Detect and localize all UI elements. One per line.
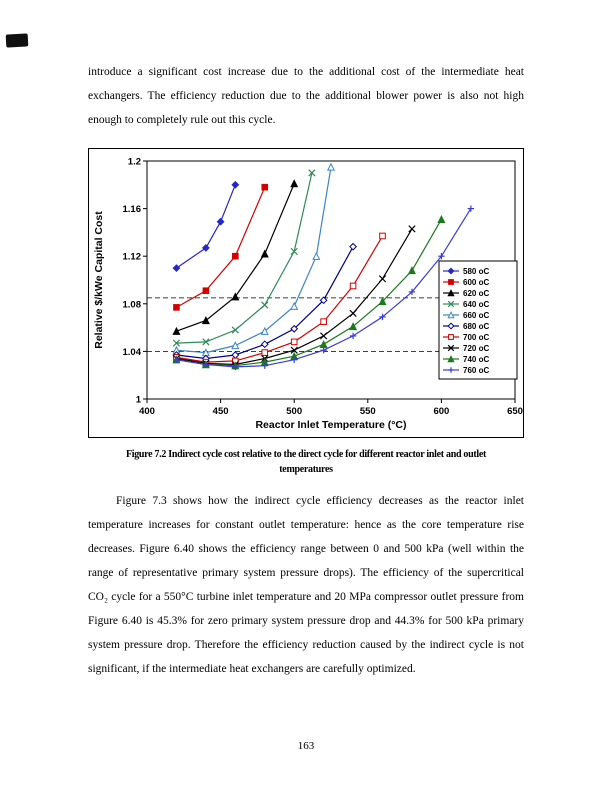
legend-label: 760 oC [463,366,490,375]
x-tick-label: 500 [286,406,303,417]
series-640-oC [173,170,315,347]
legend [439,261,517,379]
figure-caption-line1: Figure 7.2 Indirect cycle cost relative to the direct cycle for different reactor inlet and outlet [125,449,487,460]
series-580-oC [173,182,238,272]
series-660-oC [173,164,334,356]
x-tick-label: 550 [359,406,376,417]
figure-caption-line2: temperatures [279,464,333,475]
page-number: 163 [297,740,315,752]
figure-7-2 [88,148,524,438]
paragraph-intro: introduce a significant cost increase due to the additional cost of the intermediate heat exchangers. The efficiency reduction due to the additional blower power is also not high enough to completely rule out this cycle. [88,66,524,126]
x-tick-label: 600 [433,406,450,417]
y-tick-label: 1.16 [122,204,141,216]
y-tick-label: 1.2 [127,156,141,168]
legend-label: 680 oC [463,322,490,331]
y-tick-label: 1.12 [122,251,141,263]
series-600-oC [174,184,268,310]
series-740-oC [173,216,444,369]
x-tick-label: 650 [507,406,523,417]
legend-label: 620 oC [463,289,490,298]
cost-vs-inlet-temp-chart [89,149,523,437]
scan-artifact [6,33,29,47]
x-tick-label: 450 [212,406,229,417]
y-tick-label: 1.04 [122,346,141,358]
series-720-oC [173,226,415,368]
x-tick-label: 400 [139,406,155,417]
legend-label: 720 oC [463,344,490,353]
legend-label: 600 oC [463,278,490,287]
legend-label: 580 oC [463,267,490,276]
figure-caption [88,447,524,477]
legend-label: 640 oC [463,300,490,309]
y-tick-label: 1.08 [122,299,141,311]
series-700-oC [174,233,386,365]
series-680-oC [173,243,356,361]
y-axis-title: Relative $/kWe Capital Cost [93,211,105,349]
legend-label: 700 oC [463,333,490,342]
legend-label: 740 oC [463,355,490,364]
y-tick-label: 1 [135,394,141,406]
y-axis [123,157,148,406]
legend-label: 660 oC [463,311,490,320]
x-axis [139,399,523,417]
paragraph-body: Figure 7.3 shows how the indirect cycle efficiency decreases as the reactor inlet temperature increases for constant outlet temperature: hence as the core temperature rise decreases. Figure 6.40 shows the efficiency range between 0 and 500 kPa (well within the range of representative primary system pressure drops). The efficiency of the supercritical CO₂ cycle for a 550°C turbine inlet temperature and 20 MPa compressor outlet pressure from Figure 6.40 is 45.3% for zero primary system pressure drop and 44.3% for 500 kPa primary system pressure drop. Therefore the efficiency reduction caused by the indirect cycle is not significant, if the intermediate heat exchangers are carefully optimized. [88,495,524,675]
x-axis-title: Reactor Inlet Temperature (°C) [255,419,407,431]
